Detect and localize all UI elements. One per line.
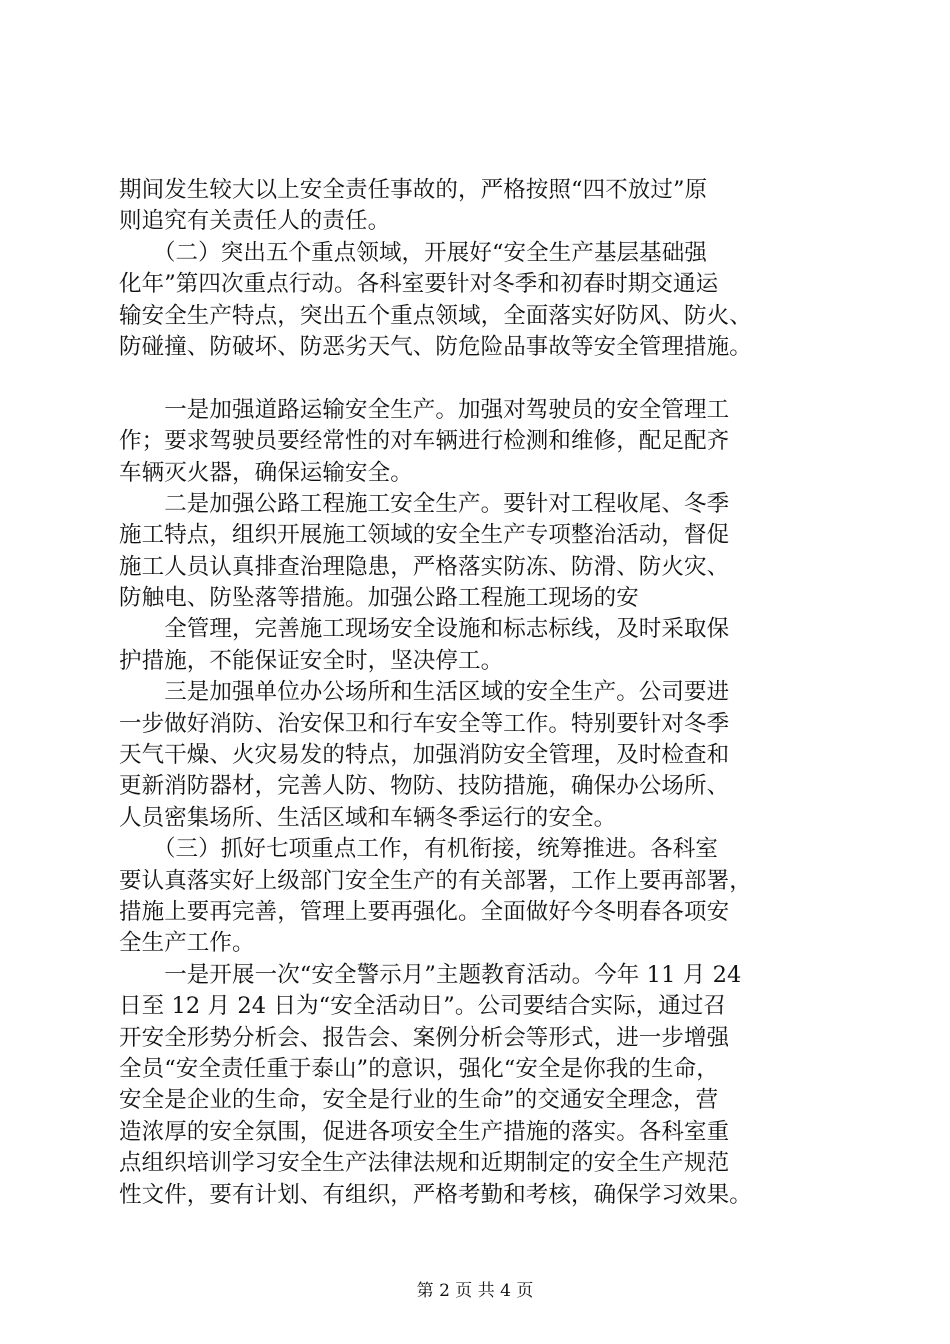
- text-line: 二是加强公路工程施工安全生产。要针对工程收尾、冬季: [119, 490, 730, 517]
- text-line: 一是开展一次“安全警示月”主题教育活动。今年 11 月 24: [119, 961, 742, 988]
- text-line: 一是加强道路运输安全生产。加强对驾驶员的安全管理工: [119, 396, 730, 423]
- text-line: 施工人员认真排查治理隐患，严格落实防冻、防滑、防火灾、: [119, 553, 730, 580]
- text-line: 输安全生产特点，突出五个重点领域，全面落实好防风、防火、: [119, 302, 752, 329]
- text-line: 防碰撞、防破坏、防恶劣天气、防危险品事故等安全管理措施。: [119, 333, 752, 360]
- text-line: 全生产工作。: [119, 930, 255, 957]
- text-line: 措施上要再完善，管理上要再强化。全面做好今冬明春各项安: [119, 898, 730, 925]
- text-line: 点组织培训学习安全生产法律法规和近期制定的安全生产规范: [119, 1150, 730, 1177]
- text-line: 安全是企业的生命，安全是行业的生命”的交通安全理念，营: [119, 1087, 719, 1114]
- text-line: 作；要求驾驶员要经常性的对车辆进行检测和维修，配足配齐: [119, 428, 730, 455]
- text-line: 则追究有关责任人的责任。: [119, 208, 391, 235]
- text-line: （三）抓好七项重点工作，有机衔接，统筹推进。各科室: [119, 836, 718, 863]
- text-line: 一步做好消防、治安保卫和行车安全等工作。特别要针对冬季: [119, 710, 730, 737]
- text-line: 天气干燥、火灾易发的特点，加强消防安全管理，及时检查和: [119, 742, 730, 769]
- text-line: 全员“安全责任重于泰山”的意识，强化“安全是你我的生命，: [119, 1055, 719, 1082]
- text-line: 开安全形势分析会、报告会、案例分析会等形式，进一步增强: [119, 1024, 730, 1051]
- text-line: 人员密集场所、生活区域和车辆冬季运行的安全。: [119, 804, 617, 831]
- text-line: 三是加强单位办公场所和生活区域的安全生产。公司要进: [119, 679, 730, 706]
- text-line: （二）突出五个重点领域，开展好“安全生产基层基础强: [119, 239, 707, 266]
- text-line: 日至 12 月 24 日为“安全活动日”。公司要结合实际，通过召: [119, 993, 727, 1020]
- text-line: 化年”第四次重点行动。各科室要针对冬季和初春时期交通运: [119, 271, 719, 298]
- text-line: 性文件，要有计划、有组织，严格考勤和考核，确保学习效果。: [119, 1181, 752, 1208]
- body-text: [119, 175, 839, 1211]
- page-footer: 第 2 页 共 4 页: [416, 1281, 534, 1301]
- text-line: 车辆灭火器，确保运输安全。: [119, 459, 413, 486]
- blank-line: [119, 363, 839, 394]
- text-line: 防触电、防坠落等措施。加强公路工程施工现场的安: [119, 585, 639, 612]
- text-line: 期间发生较大以上安全责任事故的，严格按照“四不放过”原: [119, 177, 708, 203]
- text-line: 造浓厚的安全氛围，促进各项安全生产措施的落实。各科室重: [119, 1118, 730, 1145]
- text-line: 更新消防器材，完善人防、物防、技防措施，确保办公场所、: [119, 773, 730, 800]
- text-line: 要认真落实好上级部门安全生产的有关部署，工作上要再部署，: [119, 867, 752, 894]
- text-line: 施工特点，组织开展施工领域的安全生产专项整治活动，督促: [119, 522, 730, 549]
- text-line: 护措施，不能保证安全时，坚决停工。: [119, 647, 504, 674]
- text-line: 全管理，完善施工现场安全设施和标志标线，及时采取保: [119, 616, 730, 643]
